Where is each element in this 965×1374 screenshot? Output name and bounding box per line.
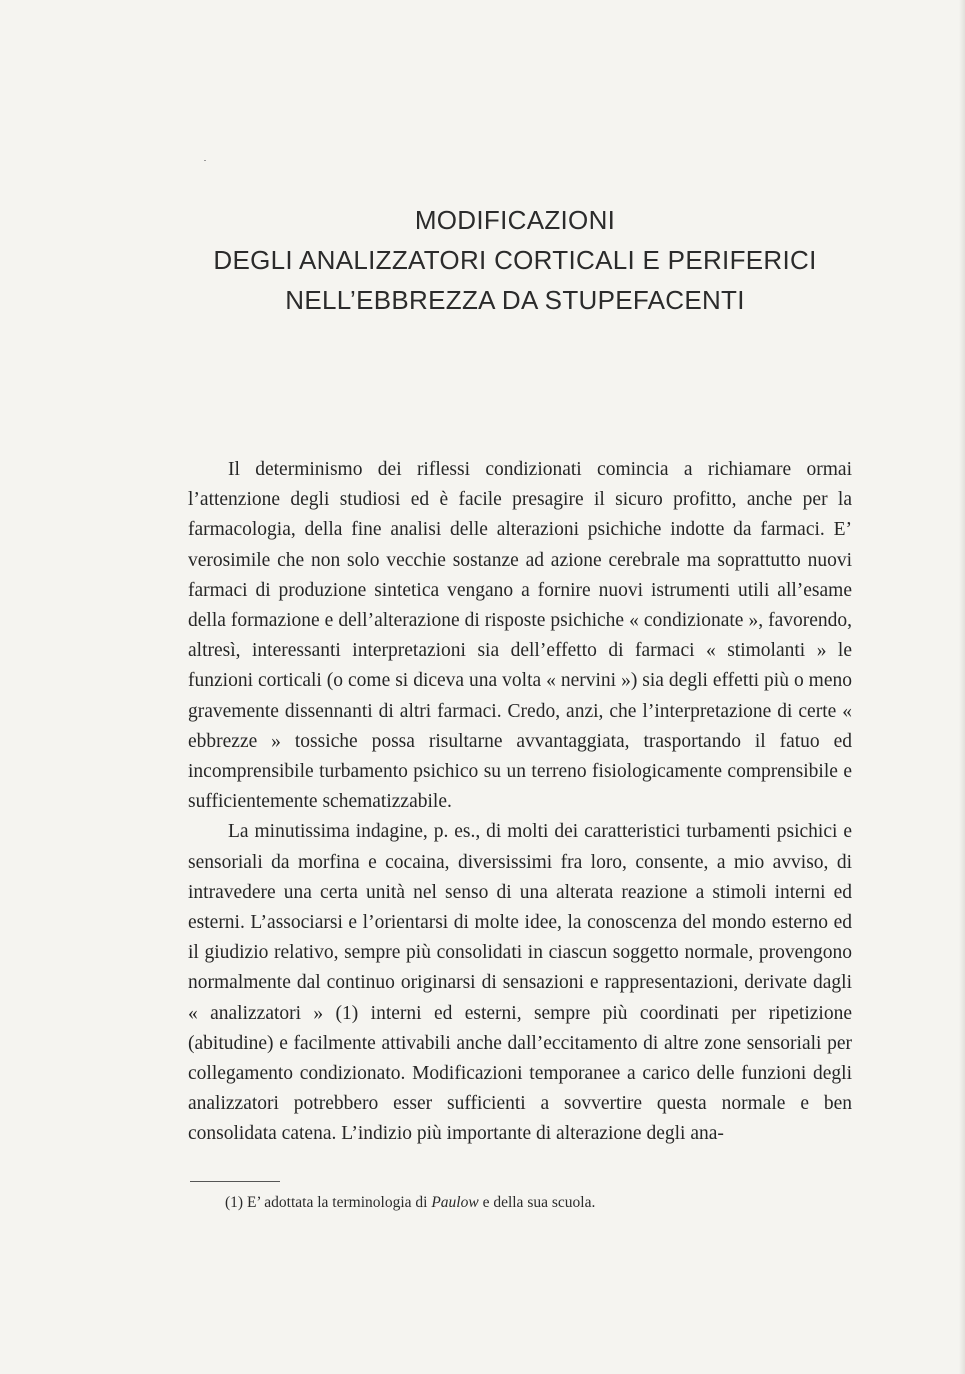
title-line-3: NELL’EBBREZZA DA STUPEFACENTI <box>285 285 745 315</box>
footnote-divider <box>190 1181 280 1182</box>
paragraph-1: Il determinismo dei riflessi condizionati comincia a richiamare ormai l’attenzione degli studiosi ed è facile presagire il sicuro profitto, anche per la farmacologia, della fine analisi delle alterazioni psichiche indotte da farmaci. E’ verosimile che non solo vecchie sostanze ad azione cerebrale ma soprattutto nuovi farmaci di produzione sintetica vengano a fornire nuovi istrumenti utili all’esame della formazione e dell’alterazione di risposte psichiche « condizionate », favorendo, altresì, interessanti interpretazioni sia dell’effetto di farmaci « stimolanti » le funzioni corticali (o come si diceva una volta « nervini ») sia degli effetti più o meno gravemente dissennanti di altri farmaci. Credo, anzi, che l’interpretazione di certe « ebbrezze » tossiche possa risultarne avvantaggiata, trasportando il fatuo ed incomprensibile turbamento psichico su un terreno fisiologicamente comprensibile e sufficientemente schematizzabile. <box>188 459 852 813</box>
title-line-2: DEGLI ANALIZZATORI CORTICALI E PERIFERICI <box>213 245 817 275</box>
footnote-text-end: e della sua scuola. <box>482 1194 596 1211</box>
title-line-1: MODIFICAZIONI <box>414 205 616 235</box>
scan-speck <box>204 160 206 161</box>
paragraph-2: La minutissima indagine, p. es., di molti dei caratteristici turbamenti psichici e sensoriali da morfina e cocaina, diversissimi fra loro, consente, a mio avviso, di intravedere una certa unità nel senso di una alterata reazione a stimoli interni ed esterni. L’associarsi e l’orientarsi di molte idee, la conoscenza del mondo esterno ed il giudizio relativo, sempre più consolidati in ciascun soggetto normale, provengono normalmente dal continuo originarsi di sensazioni e rappresentazioni, derivate dagli « analizzatori » (1) interni ed esterni, sempre più coordinati per ripetizione (abitudine) e facilmente attivabili anche dall’eccitamento di altre zone sensoriali per collegamento condizionato. Modificazioni temporanee a carico delle funzioni degli analizzatori potrebbero esser sufficienti a sovvertire questa normale e ben consolidata catena. L’indizio più importante di alterazione degli ana- <box>188 821 852 1145</box>
footnote-text: (1) E’ adottata la terminologia di <box>225 1194 428 1211</box>
footnote <box>225 1192 595 1214</box>
article-title <box>0 200 965 320</box>
footnote-author-name: Paulow <box>431 1194 479 1211</box>
article-body <box>188 455 852 1150</box>
